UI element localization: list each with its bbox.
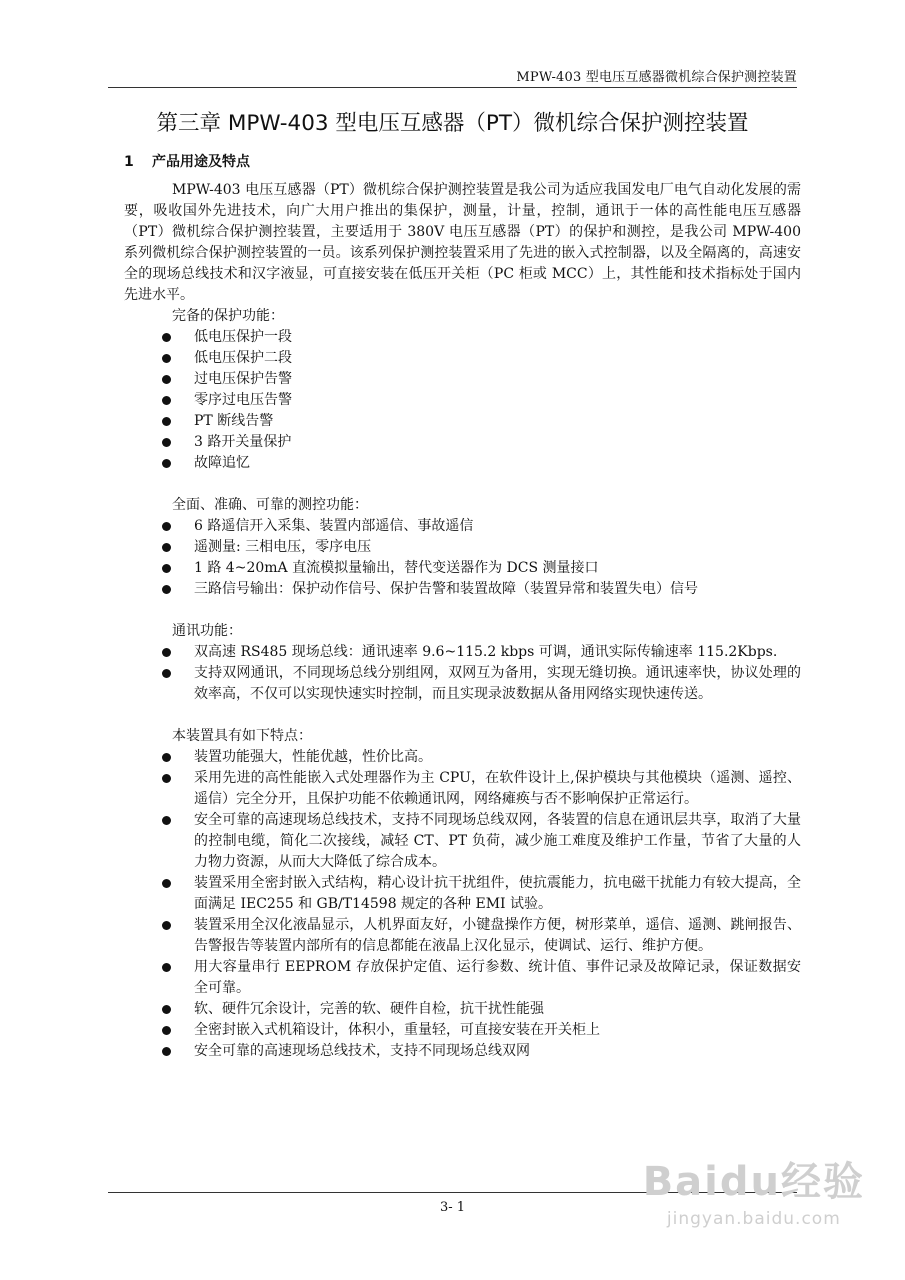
list-item: 用大容量串行 EEPROM 存放保护定值、运行参数、统计值、事件记录及故障记录，保证数据安全可靠。 (162, 957, 801, 999)
bullet-icon (162, 564, 171, 573)
communication-label: 通讯功能： (172, 623, 242, 639)
measurement-list (124, 516, 801, 600)
list-item: 1 路 4~20mA 直流模拟量输出，替代变送器作为 DCS 测量接口 (162, 558, 801, 579)
list-item: 过电压保护告警 (162, 369, 801, 390)
section-title: 产品用途及特点 (152, 154, 250, 170)
bullet-icon (162, 921, 171, 930)
list-item: 遥测量: 三相电压，零序电压 (162, 537, 801, 558)
running-header: MPW-403 型电压互感器微机综合保护测控装置 (516, 70, 797, 85)
bullet-icon (162, 396, 171, 405)
list-item: 装置功能强大，性能优越，性价比高。 (162, 747, 801, 768)
measurement-group (172, 495, 801, 516)
communication-group (172, 621, 801, 642)
list-item: 软、硬件冗余设计，完善的软、硬件自检，抗干扰性能强 (162, 999, 801, 1020)
protection-list (124, 327, 801, 474)
bullet-icon (162, 354, 171, 363)
features-group (172, 726, 801, 747)
bullet-icon (162, 648, 171, 657)
list-item: 低电压保护二段 (162, 348, 801, 369)
bullet-icon (162, 375, 171, 384)
section-heading (124, 152, 801, 173)
bullet-icon (162, 1026, 171, 1035)
header-rule (108, 87, 797, 88)
bullet-icon (162, 585, 171, 594)
list-item: 3 路开关量保护 (162, 432, 801, 453)
bullet-icon (162, 879, 171, 888)
watermark-logo: Baidu经验 (642, 1159, 865, 1205)
list-item: 采用先进的高性能嵌入式处理器作为主 CPU，在软件设计上,保护模块与其他模块（遥测、遥控、遥信）完全分开，且保护功能不依赖通讯网，网络瘫痪与否不影响保护正常运行。 (162, 768, 801, 810)
bullet-icon (162, 333, 171, 342)
section-number: 1 (124, 154, 134, 170)
list-item: 安全可靠的高速现场总线技术，支持不同现场总线双网，各装置的信息在通讯层共享，取消了大量的控制电缆，简化二次接线，减轻 CT、PT 负荷，减少施工难度及维护工作量，节省了大量的人力物力资源，从而大大降低了综合成本。 (162, 810, 801, 873)
watermark-url: jingyan.baidu.com (666, 1209, 841, 1229)
list-item: 6 路遥信开入采集、装置内部遥信、事故遥信 (162, 516, 801, 537)
measurement-label: 全面、准确、可靠的测控功能： (172, 497, 368, 513)
baidu-watermark (643, 1150, 865, 1229)
communication-list (124, 642, 801, 705)
bullet-icon (162, 1005, 171, 1014)
list-item: 三路信号输出：保护动作信号、保护告警和装置故障（装置异常和装置失电）信号 (162, 579, 801, 600)
bullet-icon (162, 543, 171, 552)
list-item: 装置采用全汉化液晶显示，人机界面友好，小键盘操作方便，树形菜单，遥信、遥测、跳闸报告、告警报告等装置内部所有的信息都能在液晶上汉化显示，使调试、运行、维护方便。 (162, 915, 801, 957)
protection-label: 完备的保护功能： (172, 308, 284, 324)
protection-group (172, 306, 801, 327)
bullet-icon (162, 522, 171, 531)
bullet-icon (162, 963, 171, 972)
document-body (124, 148, 801, 1062)
bullet-icon (162, 753, 171, 762)
features-list (124, 747, 801, 1062)
list-item: 双高速 RS485 现场总线：通讯速率 9.6~115.2 kbps 可调，通讯实际传输速率 115.2Kbps. (162, 642, 801, 663)
page-number: 3- 1 (439, 1200, 466, 1215)
list-item: 故障追忆 (162, 453, 801, 474)
list-item: PT 断线告警 (162, 411, 801, 432)
bullet-icon (162, 774, 171, 783)
chapter-title: 第三章 MPW-403 型电压互感器（PT）微机综合保护测控装置 (156, 111, 749, 136)
bullet-icon (162, 816, 171, 825)
bullet-icon (162, 459, 171, 468)
list-item: 零序过电压告警 (162, 390, 801, 411)
bullet-icon (162, 1047, 171, 1056)
bullet-icon (162, 417, 171, 426)
bullet-icon (162, 438, 171, 447)
list-item: 低电压保护一段 (162, 327, 801, 348)
list-item: 支持双网通讯，不同现场总线分别组网，双网互为备用，实现无缝切换。通讯速率快，协议处理的效率高，不仅可以实现快速实时控制，而且实现录波数据从备用网络实现快速传送。 (162, 663, 801, 705)
intro-paragraph: MPW-403 电压互感器（PT）微机综合保护测控装置是我公司为适应我国发电厂电气自动化发展的需要，吸收国外先进技术，向广大用户推出的集保护，测量，计量，控制，通讯于一体的高性能电压互感器（PT）微机综合保护测控装置，主要适用于 380V 电压互感器（PT）的保护和测控，是我公司 MPW-400 系列微机综合保护测控装置的一员。该系列保护测控装置采用了先进的嵌入式控制器，以及全隔离的，高速安全的现场总线技术和汉字液显，可直接安装在低压开关柜（PC 柜或 MCC）上，其性能和技术指标处于国内先进水平。 (124, 182, 801, 303)
list-item: 装置采用全密封嵌入式结构，精心设计抗干扰组件，使抗震能力，抗电磁干扰能力有较大提高，全面满足 IEC255 和 GB/T14598 规定的各种 EMI 试验。 (162, 873, 801, 915)
bullet-icon (162, 669, 171, 678)
features-label: 本装置具有如下特点： (172, 728, 312, 744)
list-item: 全密封嵌入式机箱设计，体积小，重量轻，可直接安装在开关柜上 (162, 1020, 801, 1041)
list-item: 安全可靠的高速现场总线技术，支持不同现场总线双网 (162, 1041, 801, 1062)
